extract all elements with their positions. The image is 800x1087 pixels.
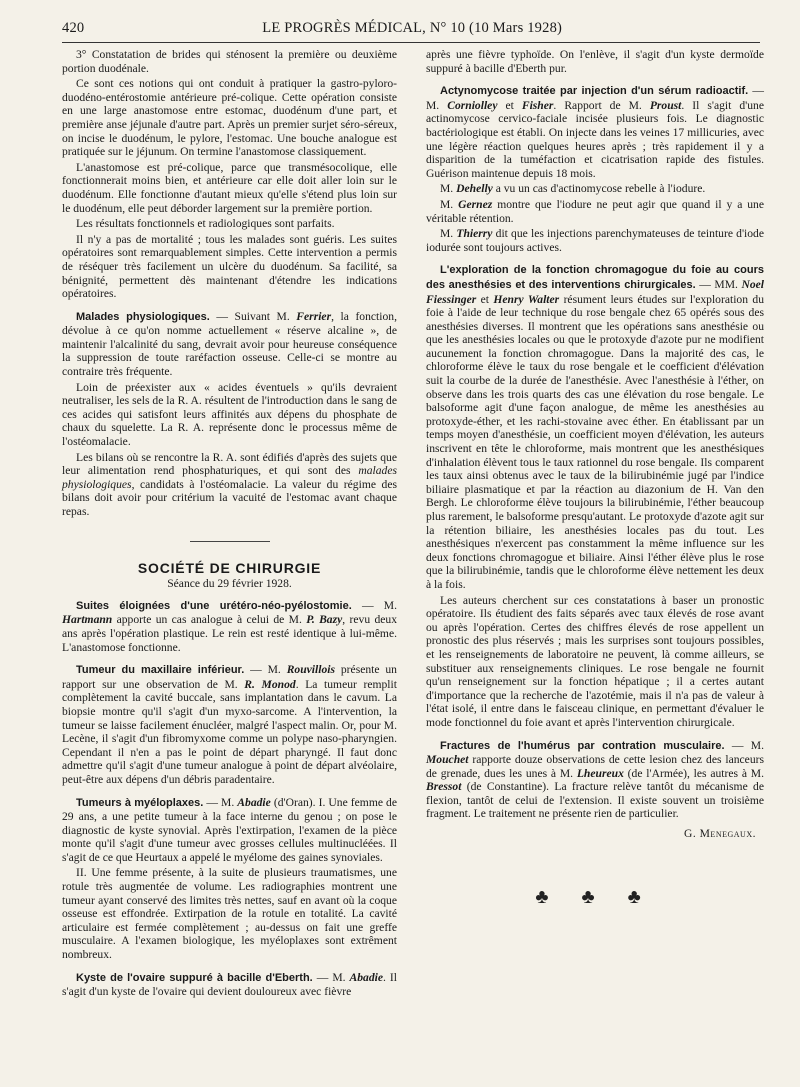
paragraph: Ce sont ces notions qui ont conduit à pratiquer la gastro-pyloro-duodéno-entérostomie antérieure pré-colique. Cette opération consiste en une large anastomose entre estomac, duodénum d'une part, et première anse jéjunale d'autre part. Après un premier surjet séro-séreux, on incise le duodénum, le pylore, l'estomac. Une bouche analogue est pratiquée sur le jéjunum. On termine l'anastomose classiquement. [62,77,397,159]
author-name: Ferrier [296,309,332,323]
paragraph: Les bilans où se rencontre la R. A. sont édifiés d'après des sujets que leur alimentation rend phosphaturiques, et qui sont des malades physiologiques, candidats à l'ostéomalacie. La valeur du régime des bilans doit avoir pour critérium la vacuité de l'estomac avant chaque repas. [62,450,397,518]
paragraph: Loin de préexister aux « acides éventuels » qu'ils devraient neutraliser, les sels de la R. A. résultent de l'introduction dans le sang de ces acides qui satisfont leurs affinités aux dépens du phosphate de chaux du squelette. La R. A. représente donc le processus même de l'ostéomalacie. [62,380,397,449]
section-physiologiques: Malades physiologiques. — Suivant M. Ferrier, la fonction, dévolue à ce qu'on nomme actuellement « réserve alcaline », de maintenir l'alcalinité du sang, devrait avoir pour heureuse conséquence la suppression de toute raréfaction osseuse. Celle-ci se montre au contraire très fréquente. [62,309,397,379]
ornament-icon: ♣ ♣ ♣ [535,885,655,908]
section-fonction-chromagogue: L'exploration de la fonction chromagogue du foie au cours des anesthésies et des interventions chirurgicales. — MM. Noel Fiessinger et Henry Walter résument leurs études sur l'exploration du foie à l'aide de leur technique du rose bengale chez 65 opérés sous des anesthésies diverses. Il montrent que les opérations sans anesthésie ou que les anesthésies locales ou que le protoxyde d'azote pur ne modifient aucunement la fonction chromagogue. Dans la majorité des cas, le chloroforme élève le taux du rose bengale et le coefficient d'élévation suit la courbe de la durée de l'anesthésie. Avec l'anesthésie à l'éther, on observe dans les trois quarts des cas une élévation du rose bengale. Le balsoforme agit d'une façon analogue, de même les anesthésies au protoxyde-éther, et les rachi-stovaine avec éther. En établissant par un temps moyen d'anesthésie, un coefficient moyen d'élévation, les auteurs inscrivent en tête le chloroforme, mais montrent que les anesthésiques d'inhalation élèvent tous le taux rationnel du rose bengale. Ils comparent les taux ainsi obtenus avec le taux de la bilirubinémie jugé par l'indice biliaire plasmatique et par la réaction au diazonium de H. Van den Bergh. Le chloroforme élève toujours la bilirubinémie, l'éther beaucoup plus rarement, le balsoforme presqu'autant. Le protoxyde d'azote agit sur la rétention biliaire, les anesthésies locales pas du tout. Les anesthésiques n'exercent pas constamment la même influence sur les deux fonctions chromagogue et biliaire. Ainsi l'éther élève plus le rose que la bilirubinémie, tandis que le chloroforme élève nettement les deux à la fois. [426,264,764,591]
paragraph: Les auteurs cherchent sur ces constatations à baser un pronostic opératoire. Ils étudient des faits séparés avec taux élevés de rose avant ou après l'opération. Certes des chiffres élevés de rose appellent un pronostic des plus réservés ; mais les surprises sont toujours possibles, et les renseignements de laboratoire ne peuvent, là comme ailleurs, se substituer aux renseignements cliniques. Le rose bengale ne fournit qu'un renseignement sur la fonction hépatique ; il a certes autant d'importance que la recherche de l'azotémie, mais il n'a pas de valeur à l'état isolé, il entre dans le faisceau clinique, en permettant d'évaluer le mode fonctionnel du foie avant et après l'intervention chirurgicale. [426,593,764,729]
paragraph: 3° Constatation de brides qui sténosent la première ou deuxième portion duodénale. [62,48,397,75]
section-heading: Malades physiologiques. [76,310,210,323]
section-fractures-humerus: Fractures de l'humérus par contration musculaire. — M. Mouchet rapporte douze observations de cette lesion chez des lanceurs de grenade, dues les unes à M. Lheureux (de l'Armée), les autres à M. Bressot (de Constantine). La fracture relève tantôt du mécanisme de flexion, tantôt de celui de l'extension. Il existe souvent un troisième fragment. Le traitement ne présente rien de particulier. [426,738,764,821]
paragraph: M. Dehelly a vu un cas d'actinomycose rebelle à l'iodure. [440,182,706,196]
section-actynomycose: Actynomycose traitée par injection d'un sérum radioactif. — M. Corniolley et Fisher. Rapport de M. Proust. Il s'agit d'une actinomycose cervico-faciale incisée plusieurs fois. Le diagnostic bactériologique est établi. On injecte dans les veines 17 millicuries, avec une légère réaction quelques heures après ; très rapidement il y a disparition de la tuméfaction et cicatrisation rapide des fistules. Guérison maintenue depuis 18 mois. [426,84,764,180]
session-date: Séance du 29 février 1928. [167,577,292,591]
paragraph: après une fièvre typhoïde. On l'enlève, il s'agit d'un kyste dermoïde suppuré à bacille d'Eberth pur. [426,48,764,75]
paragraph: M. Gernez montre que l'iodure ne peut agir que quand il y a une véritable rétention. [426,197,764,225]
section-tumeur-maxillaire: Tumeur du maxillaire inférieur. — M. Rouvillois présente un rapport sur une observation de M. R. Monod. La tumeur remplit complètement la cavité buccale, sans implantation dans le cavum. La biopsie montre qu'il s'agit d'un myxo-sarcome. A l'intervention, la tumeur se laisse facilement énucléer, malgré l'aspect malin. Or, pour M. Lecène, il s'agit d'un fibromyxome comme un polype naso-pharyngien. Cependant il n'en a pas le point de départ pharyngé. Il faut donc admettre qu'il s'agit d'une tumeur analogue à point de départ alvéolaire, peut-être aux dépens d'un débris paradentaire. [62,663,397,786]
paragraph: L'anastomose est pré-colique, parce que transmésocolique, elle fonctionnerait moins bien, et antérieure car elle doit aller loin sur le duodénum. Elle fonctionne d'autant mieux qu'elle s'étend plus loin sur le duodénum, elle peut déborder largement sur la première portion. [62,160,397,215]
section-ureterostomie: Suites éloignées d'une urétéro-néo-pyélostomie. — M. Hartmann apporte un cas analogue à celui de M. P. Bazy, revu deux ans après l'opération plastique. Le rein est resté identique à lui-même. L'anastomose fonctionne. [62,598,397,654]
paragraph: II. Une femme présente, à la suite de plusieurs traumatismes, une rotule très augmentée de volume. Les radiographies montrent une tumeur ayant conservé des limites très nettes, sauf en avant où la coque osseuse est effondrée. Extirpation de la rotule en totalité. La cavité articulaire est fermée complètement ; au-dessus on fait une greffe musculaire. A l'examen biologique, les myéloplaxes sont extrêment nombreux. [62,866,397,962]
journal-title: LE PROGRÈS MÉDICAL, N° 10 (10 Mars 1928) [262,20,563,36]
header-rule [62,42,760,43]
section-kyste-ovaire: Kyste de l'ovaire suppuré à bacille d'Eberth. — M. Abadie. Il s'agit d'un kyste de l'ovaire qui devient douloureux avec fièvre [62,970,398,999]
right-column [426,48,764,908]
page-number: 420 [62,20,85,36]
author-signature: G. Menegaux. [683,827,756,841]
paragraph: Les résultats fonctionnels et radiologiques sont parfaits. [76,217,335,231]
section-divider [190,541,270,542]
left-column [62,48,397,1001]
paragraph: Il n'y a pas de mortalité ; tous les malades sont guéris. Les suites opératoires sont remarquablement simples. Cette intervention a permis de réséquer très facilement un ulcère du duodénum. Sa facilité, sa bénignité, permettent dès maintenant d'étendre les indications opératoires. [62,232,397,301]
section-myeloplaxes: Tumeurs à myéloplaxes. — M. Abadie (d'Oran). I. Une femme de 29 ans, a une petite tumeur à la face interne du genou ; on pose le diagnostic de kyste synovial. Après l'extirpation, l'examen de la pièce monte qu'il s'agit d'une tumeur avec grosses cellules multinucléées. Il s'agit de ce que Heurtaux a appelé le myélome des gaines synoviales. [62,795,397,864]
society-title: SOCIÉTÉ DE CHIRURGIE [137,559,322,576]
running-header [62,20,760,40]
paragraph: M. Thierry dit que les injections parenchymateuses de teinture d'iode iodurée sont toujours actives. [426,227,764,254]
